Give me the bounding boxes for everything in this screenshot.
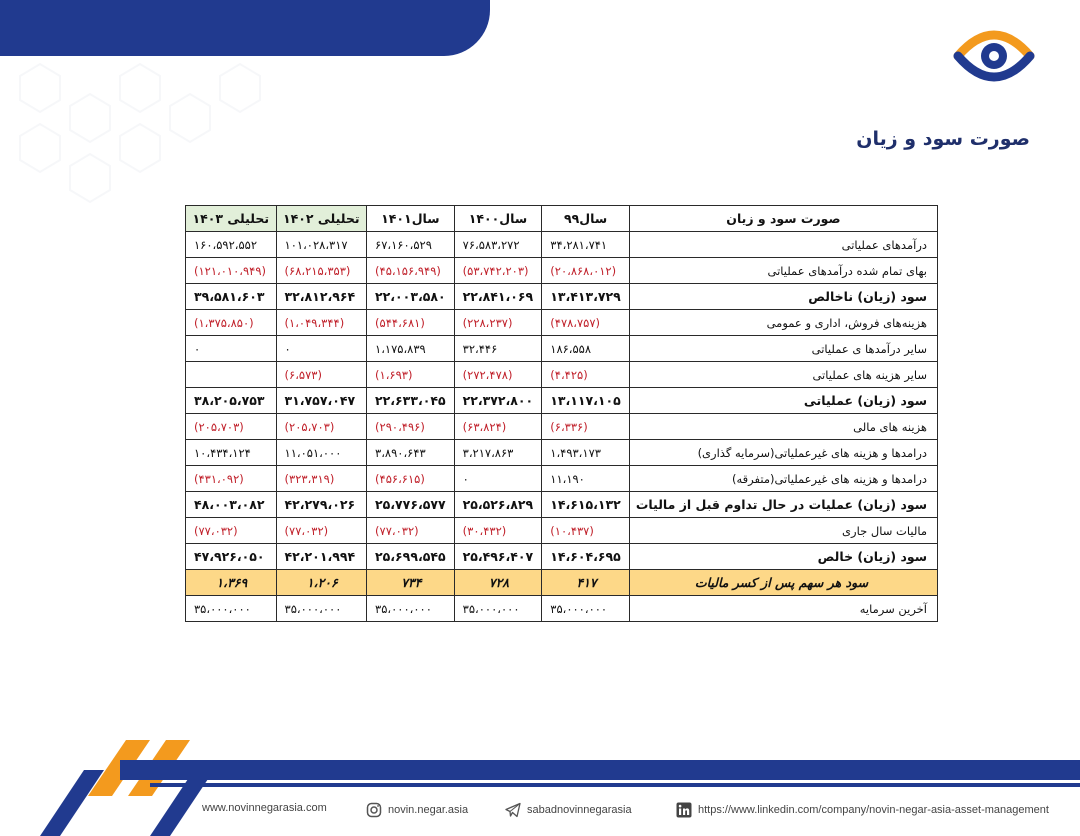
row-value: (۱۰،۴۳۷)	[542, 518, 630, 544]
row-value: ۱۳،۱۱۷،۱۰۵	[542, 388, 630, 414]
row-value: ۱۰،۴۳۴،۱۲۴	[186, 440, 277, 466]
row-label: سود (زیان) ناخالص	[629, 284, 937, 310]
row-value: (۴۷۸،۷۵۷)	[542, 310, 630, 336]
table-row	[186, 310, 938, 336]
page-title: صورت سود و زیان	[856, 128, 1030, 150]
table-row	[186, 440, 938, 466]
row-value: ۱،۲۰۶	[276, 570, 367, 596]
row-value: ۰	[186, 336, 277, 362]
table-row	[186, 544, 938, 570]
header-year-1402: تحلیلی ۱۴۰۲	[276, 206, 367, 232]
row-value: ۱،۴۹۳،۱۷۳	[542, 440, 630, 466]
row-label: آخرین سرمایه	[629, 596, 937, 622]
row-value: ۱۸۶،۵۵۸	[542, 336, 630, 362]
table-row	[186, 336, 938, 362]
row-value: ۱۰۱،۰۲۸،۳۱۷	[276, 232, 367, 258]
row-value: (۴۵۶،۶۱۵)	[367, 466, 455, 492]
row-value: ۰	[454, 466, 542, 492]
header-year-99: سال۹۹	[542, 206, 630, 232]
row-value: ۳۲،۴۴۶	[454, 336, 542, 362]
row-value: ۲۲،۸۴۱،۰۶۹	[454, 284, 542, 310]
row-value: ۱۱،۱۹۰	[542, 466, 630, 492]
row-value: (۷۷،۰۳۲)	[367, 518, 455, 544]
row-label: بهای تمام شده درآمدهای عملیاتی	[629, 258, 937, 284]
row-value: ۳۵،۰۰۰،۰۰۰	[542, 596, 630, 622]
row-value: (۱۲۱،۰۱۰،۹۴۹)	[186, 258, 277, 284]
row-label: هزینه‌های فروش، اداری و عمومی	[629, 310, 937, 336]
row-value: (۲۲۸،۲۳۷)	[454, 310, 542, 336]
row-value: ۴۷،۹۲۶،۰۵۰	[186, 544, 277, 570]
row-value: ۱،۳۶۹	[186, 570, 277, 596]
row-value: (۷۷،۰۳۲)	[276, 518, 367, 544]
row-value: ۴۸،۰۰۳،۰۸۲	[186, 492, 277, 518]
table-row	[186, 492, 938, 518]
row-value: ۲۲،۶۳۳،۰۴۵	[367, 388, 455, 414]
row-value	[186, 362, 277, 388]
row-label: درآمدهای عملیاتی	[629, 232, 937, 258]
instagram-icon	[366, 802, 382, 818]
row-value: (۵۳،۷۴۲،۲۰۳)	[454, 258, 542, 284]
row-value: ۷۲۸	[454, 570, 542, 596]
row-value: ۱۴،۶۱۵،۱۳۲	[542, 492, 630, 518]
instagram-handle[interactable]: novin.negar.asia	[388, 804, 469, 816]
table-row	[186, 362, 938, 388]
row-label: سود (زیان) عملیات در حال تداوم قبل از مالیات	[629, 492, 937, 518]
footer	[0, 796, 1080, 822]
row-value: ۳۵،۰۰۰،۰۰۰	[454, 596, 542, 622]
table-row	[186, 284, 938, 310]
row-value: (۲۷۲،۴۷۸)	[454, 362, 542, 388]
footer-telegram[interactable]	[505, 802, 632, 818]
table-row	[186, 466, 938, 492]
row-value: ۰	[276, 336, 367, 362]
header-label: صورت سود و زیان	[629, 206, 937, 232]
row-value: (۴۵،۱۵۶،۹۴۹)	[367, 258, 455, 284]
row-value: ۳۱،۷۵۷،۰۴۷	[276, 388, 367, 414]
row-value: (۶۳،۸۲۴)	[454, 414, 542, 440]
row-value: ۲۵،۴۹۶،۴۰۷	[454, 544, 542, 570]
row-value: (۱،۶۹۳)	[367, 362, 455, 388]
row-label: هزینه های مالی	[629, 414, 937, 440]
row-label: سود (زیان) عملیاتی	[629, 388, 937, 414]
row-value: ۱۴،۶۰۴،۶۹۵	[542, 544, 630, 570]
row-value: ۳۵،۰۰۰،۰۰۰	[276, 596, 367, 622]
row-value: (۶،۳۳۶)	[542, 414, 630, 440]
row-value: ۱۶۰،۵۹۲،۵۵۲	[186, 232, 277, 258]
row-value: ۳،۸۹۰،۶۴۳	[367, 440, 455, 466]
footer-website[interactable]	[202, 802, 327, 814]
row-value: ۳۵،۰۰۰،۰۰۰	[186, 596, 277, 622]
linkedin-icon	[676, 802, 692, 818]
row-value: ۲۲،۳۷۲،۸۰۰	[454, 388, 542, 414]
row-value: ۶۷،۱۶۰،۵۲۹	[367, 232, 455, 258]
row-value: (۲۹۰،۴۹۶)	[367, 414, 455, 440]
row-value: (۲۰۵،۷۰۳)	[186, 414, 277, 440]
row-value: ۲۵،۶۹۹،۵۴۵	[367, 544, 455, 570]
row-value: ۲۲،۰۰۳،۵۸۰	[367, 284, 455, 310]
footer-stripe	[120, 760, 1080, 780]
top-banner	[0, 0, 490, 56]
footer-stripe-thin	[150, 783, 1080, 787]
row-label: درامدها و هزینه های غیرعملیاتی(سرمایه گذاری)	[629, 440, 937, 466]
row-value: (۱،۳۷۵،۸۵۰)	[186, 310, 277, 336]
header-year-1401: سال۱۴۰۱	[367, 206, 455, 232]
row-value: ۷۳۴	[367, 570, 455, 596]
table-row	[186, 414, 938, 440]
row-value: (۴۳۱،۰۹۲)	[186, 466, 277, 492]
row-value: ۳۴،۲۸۱،۷۴۱	[542, 232, 630, 258]
row-label: مالیات سال جاری	[629, 518, 937, 544]
telegram-handle[interactable]: sabadnovinnegarasia	[527, 804, 632, 816]
row-value: (۱،۰۴۹،۳۴۴)	[276, 310, 367, 336]
row-value: (۴،۴۲۵)	[542, 362, 630, 388]
row-value: ۷۶،۵۸۳،۲۷۲	[454, 232, 542, 258]
header-year-1403: تحلیلی ۱۴۰۳	[186, 206, 277, 232]
row-label: سود (زیان) خالص	[629, 544, 937, 570]
row-value: (۳۰،۴۳۲)	[454, 518, 542, 544]
linkedin-url[interactable]: https://www.linkedin.com/company/novin-negar-asia-asset-management	[698, 804, 1049, 816]
footer-instagram[interactable]	[366, 802, 468, 818]
row-value: ۳۲،۸۱۲،۹۶۴	[276, 284, 367, 310]
row-value: (۶۸،۲۱۵،۳۵۳)	[276, 258, 367, 284]
row-value: ۴۱۷	[542, 570, 630, 596]
table-row	[186, 388, 938, 414]
eye-logo-icon	[950, 18, 1038, 94]
footer-linkedin[interactable]	[676, 802, 1049, 818]
table-row	[186, 232, 938, 258]
row-value: ۴۲،۲۷۹،۰۲۶	[276, 492, 367, 518]
website-link[interactable]: www.novinnegarasia.com	[202, 802, 327, 814]
row-value: ۴۲،۲۰۱،۹۹۴	[276, 544, 367, 570]
table-header-row	[186, 206, 938, 232]
row-value: ۳۹،۵۸۱،۶۰۳	[186, 284, 277, 310]
row-label: سایر هزینه های عملیاتی	[629, 362, 937, 388]
row-value: (۶،۵۷۳)	[276, 362, 367, 388]
row-value: (۵۴۴،۶۸۱)	[367, 310, 455, 336]
table-row	[186, 570, 938, 596]
row-value: ۳،۲۱۷،۸۶۳	[454, 440, 542, 466]
row-value: ۳۸،۲۰۵،۷۵۳	[186, 388, 277, 414]
row-value: ۲۵،۷۷۶،۵۷۷	[367, 492, 455, 518]
income-statement-table	[185, 205, 938, 622]
row-value: ۱۱،۰۵۱،۰۰۰	[276, 440, 367, 466]
table-row	[186, 596, 938, 622]
row-value: (۲۰۵،۷۰۳)	[276, 414, 367, 440]
row-value: (۳۲۳،۳۱۹)	[276, 466, 367, 492]
telegram-icon	[505, 802, 521, 818]
header-year-1400: سال۱۴۰۰	[454, 206, 542, 232]
row-value: ۱،۱۷۵،۸۳۹	[367, 336, 455, 362]
row-label: درامدها و هزینه های غیرعملیاتی(متفرقه)	[629, 466, 937, 492]
table-row	[186, 518, 938, 544]
table-row	[186, 258, 938, 284]
row-label: سود هر سهم پس از کسر مالیات	[629, 570, 937, 596]
row-value: ۱۳،۴۱۳،۷۲۹	[542, 284, 630, 310]
row-value: ۳۵،۰۰۰،۰۰۰	[367, 596, 455, 622]
row-value: (۲۰،۸۶۸،۰۱۲)	[542, 258, 630, 284]
row-label: سایر درآمدها ی عملیاتی	[629, 336, 937, 362]
row-value: (۷۷،۰۳۲)	[186, 518, 277, 544]
row-value: ۲۵،۵۲۶،۸۲۹	[454, 492, 542, 518]
